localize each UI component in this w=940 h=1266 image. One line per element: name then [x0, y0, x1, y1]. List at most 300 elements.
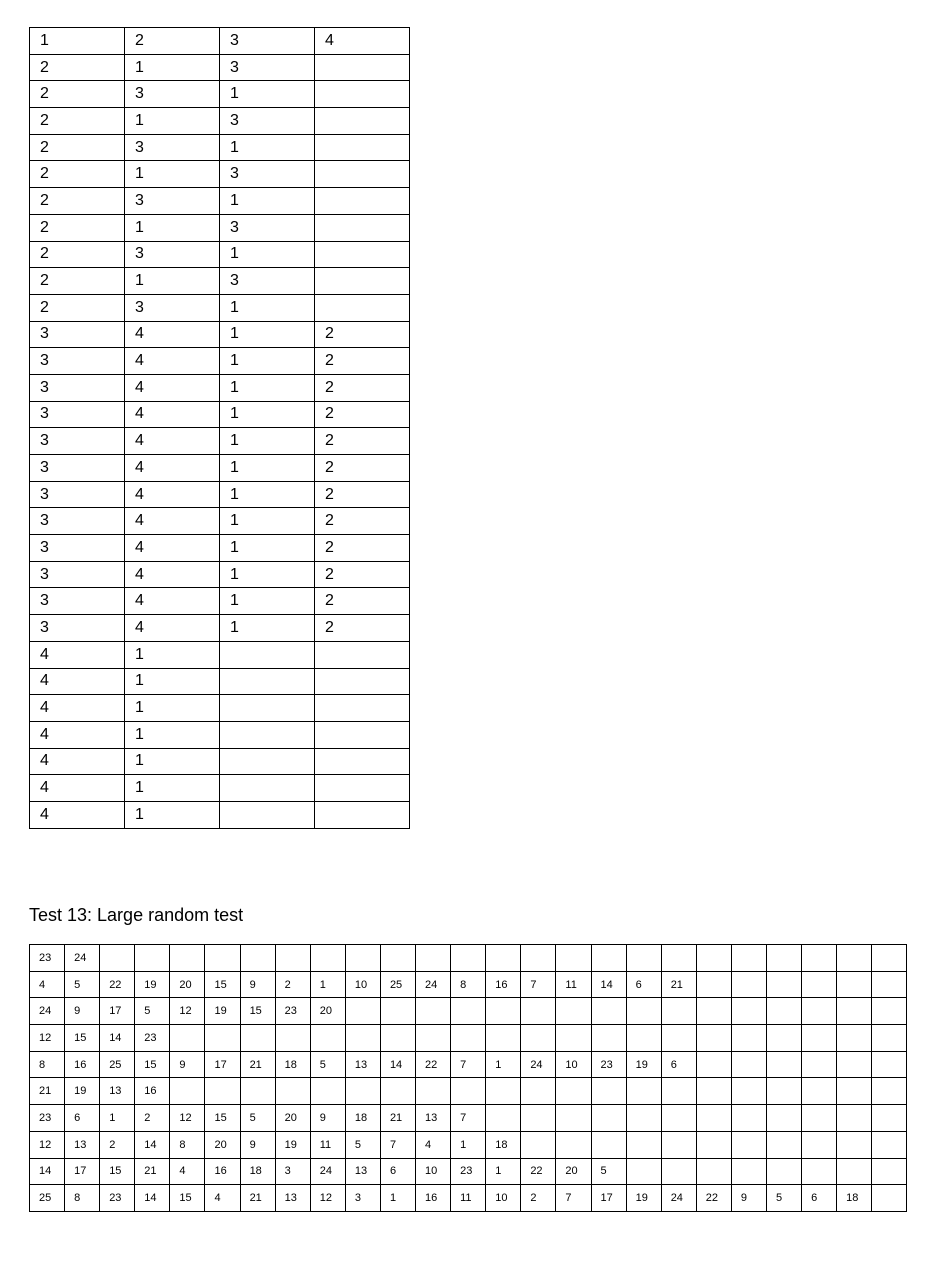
- table-cell: [661, 1078, 696, 1105]
- table-row: [30, 1105, 907, 1132]
- table-cell: 23: [275, 998, 310, 1025]
- table-cell: 15: [65, 1025, 100, 1052]
- table-cell: 2: [315, 588, 410, 615]
- table-row: [30, 294, 410, 321]
- table-cell: [315, 721, 410, 748]
- table-cell: [731, 1051, 766, 1078]
- table-cell: [315, 801, 410, 828]
- table-cell: [872, 1131, 907, 1158]
- table-cell: [626, 1158, 661, 1185]
- table-cell: 4: [30, 721, 125, 748]
- table-cell: 21: [135, 1158, 170, 1185]
- table-cell: 1: [220, 615, 315, 642]
- table-cell: [766, 998, 801, 1025]
- table-cell: 1: [125, 721, 220, 748]
- table-cell: 3: [30, 455, 125, 482]
- table-cell: 7: [521, 971, 556, 998]
- table-cell: [837, 998, 872, 1025]
- table-cell: [731, 1158, 766, 1185]
- table-cell: [802, 945, 837, 972]
- table-cell: [731, 1025, 766, 1052]
- table-cell: 8: [65, 1185, 100, 1212]
- table-row: [30, 214, 410, 241]
- table-cell: [315, 54, 410, 81]
- table-cell: 5: [65, 971, 100, 998]
- table-cell: 4: [30, 971, 65, 998]
- table-cell: [591, 945, 626, 972]
- table-cell: [315, 641, 410, 668]
- table-cell: [591, 1078, 626, 1105]
- table-cell: 19: [626, 1051, 661, 1078]
- table-cell: 22: [416, 1051, 451, 1078]
- table-cell: [731, 998, 766, 1025]
- table-cell: [380, 945, 415, 972]
- table-cell: 5: [240, 1105, 275, 1132]
- table-cell: 3: [220, 54, 315, 81]
- table-cell: [556, 1105, 591, 1132]
- table-cell: [486, 1025, 521, 1052]
- table-cell: 3: [220, 28, 315, 55]
- table-cell: [626, 1078, 661, 1105]
- table-cell: [205, 945, 240, 972]
- table-cell: 4: [170, 1158, 205, 1185]
- table-cell: [591, 1105, 626, 1132]
- table-cell: 1: [310, 971, 345, 998]
- table-cell: 13: [65, 1131, 100, 1158]
- table-cell: [521, 1078, 556, 1105]
- table-cell: 19: [205, 998, 240, 1025]
- table-cell: 2: [30, 161, 125, 188]
- table-cell: 2: [315, 561, 410, 588]
- table-cell: 17: [205, 1051, 240, 1078]
- table-cell: [696, 1051, 731, 1078]
- table-cell: [872, 1078, 907, 1105]
- table-cell: [315, 695, 410, 722]
- table-cell: [205, 1078, 240, 1105]
- table-cell: [275, 1078, 310, 1105]
- table-cell: [731, 1131, 766, 1158]
- table-cell: [802, 971, 837, 998]
- table-cell: 1: [220, 81, 315, 108]
- table-cell: 25: [30, 1185, 65, 1212]
- table-cell: 22: [100, 971, 135, 998]
- table-cell: 3: [30, 508, 125, 535]
- table-cell: [486, 1078, 521, 1105]
- table-cell: 2: [315, 321, 410, 348]
- table-cell: 4: [205, 1185, 240, 1212]
- table-row: [30, 134, 410, 161]
- table-cell: [837, 1105, 872, 1132]
- table-cell: 10: [416, 1158, 451, 1185]
- table-cell: [345, 945, 380, 972]
- table-cell: 24: [310, 1158, 345, 1185]
- table-cell: [315, 668, 410, 695]
- table-cell: [275, 945, 310, 972]
- table-cell: 13: [100, 1078, 135, 1105]
- table-cell: 14: [135, 1131, 170, 1158]
- table-cell: 20: [205, 1131, 240, 1158]
- table-cell: [696, 1131, 731, 1158]
- table-cell: 20: [310, 998, 345, 1025]
- table-cell: [802, 1158, 837, 1185]
- table-cell: 18: [837, 1185, 872, 1212]
- table-cell: [837, 971, 872, 998]
- table-cell: 15: [135, 1051, 170, 1078]
- table-cell: [872, 1185, 907, 1212]
- table-cell: 3: [125, 294, 220, 321]
- table-cell: [310, 945, 345, 972]
- table-cell: [696, 1158, 731, 1185]
- table-cell: [315, 214, 410, 241]
- table-row: [30, 81, 410, 108]
- table-cell: 1: [125, 748, 220, 775]
- table-row: [30, 401, 410, 428]
- table-cell: 12: [310, 1185, 345, 1212]
- table-cell: [731, 945, 766, 972]
- table-cell: 2: [315, 455, 410, 482]
- table-row: [30, 801, 410, 828]
- table-cell: 4: [416, 1131, 451, 1158]
- table-row: [30, 561, 410, 588]
- table-cell: 23: [451, 1158, 486, 1185]
- table-cell: [661, 1025, 696, 1052]
- table-row: [30, 695, 410, 722]
- table-cell: 1: [220, 294, 315, 321]
- table-cell: 1: [125, 641, 220, 668]
- table-cell: [220, 721, 315, 748]
- table-cell: 1: [125, 214, 220, 241]
- table-cell: 3: [125, 81, 220, 108]
- table-cell: 3: [30, 588, 125, 615]
- table-cell: 23: [591, 1051, 626, 1078]
- table-cell: 6: [661, 1051, 696, 1078]
- table-cell: 8: [30, 1051, 65, 1078]
- table-cell: 9: [65, 998, 100, 1025]
- table-row: [30, 161, 410, 188]
- table-cell: 15: [100, 1158, 135, 1185]
- table-row: [30, 1025, 907, 1052]
- table-cell: 3: [30, 535, 125, 562]
- table-row: [30, 455, 410, 482]
- table-cell: [310, 1025, 345, 1052]
- table-cell: [521, 1025, 556, 1052]
- table-cell: [380, 998, 415, 1025]
- table-cell: 1: [220, 348, 315, 375]
- table-row: [30, 268, 410, 295]
- table-cell: [802, 1051, 837, 1078]
- table-row: [30, 108, 410, 135]
- table-cell: [802, 1105, 837, 1132]
- table-cell: [556, 1078, 591, 1105]
- table-cell: [696, 945, 731, 972]
- table-cell: 23: [30, 945, 65, 972]
- table-cell: [626, 1025, 661, 1052]
- table-row: [30, 428, 410, 455]
- table-cell: [205, 1025, 240, 1052]
- table-cell: [626, 998, 661, 1025]
- table-cell: [661, 998, 696, 1025]
- table-cell: 2: [100, 1131, 135, 1158]
- table-cell: 6: [802, 1185, 837, 1212]
- table-row: [30, 588, 410, 615]
- table-cell: [591, 998, 626, 1025]
- table-cell: 1: [220, 401, 315, 428]
- table-row: [30, 1078, 907, 1105]
- table-cell: [240, 1025, 275, 1052]
- table-cell: 13: [345, 1158, 380, 1185]
- table-cell: 3: [30, 481, 125, 508]
- table-cell: 24: [661, 1185, 696, 1212]
- table-cell: [626, 1131, 661, 1158]
- table-cell: 15: [205, 971, 240, 998]
- table-cell: 4: [30, 695, 125, 722]
- table-cell: 14: [591, 971, 626, 998]
- table-row: [30, 535, 410, 562]
- table-cell: 8: [451, 971, 486, 998]
- table-cell: 4: [125, 321, 220, 348]
- table-cell: 15: [170, 1185, 205, 1212]
- table-cell: 2: [521, 1185, 556, 1212]
- table-cell: 2: [315, 481, 410, 508]
- table-cell: 19: [626, 1185, 661, 1212]
- table-cell: 1: [100, 1105, 135, 1132]
- table-cell: 2: [315, 428, 410, 455]
- table-cell: [696, 1078, 731, 1105]
- table-cell: [766, 1051, 801, 1078]
- table-cell: [416, 945, 451, 972]
- table-cell: [591, 1025, 626, 1052]
- table-cell: 1: [220, 241, 315, 268]
- table-cell: [315, 294, 410, 321]
- table-cell: 4: [30, 668, 125, 695]
- table-cell: 2: [30, 81, 125, 108]
- table-row: [30, 641, 410, 668]
- table-cell: [416, 1025, 451, 1052]
- table-cell: [766, 1158, 801, 1185]
- table-cell: 4: [125, 508, 220, 535]
- table-cell: [315, 188, 410, 215]
- table-row: [30, 971, 907, 998]
- table-cell: 1: [220, 481, 315, 508]
- table-row: [30, 945, 907, 972]
- table-cell: [315, 161, 410, 188]
- table-cell: 2: [135, 1105, 170, 1132]
- table-row: [30, 374, 410, 401]
- table-cell: 9: [731, 1185, 766, 1212]
- table-cell: 6: [380, 1158, 415, 1185]
- table-cell: 3: [220, 161, 315, 188]
- table-cell: 4: [125, 535, 220, 562]
- table-cell: 14: [380, 1051, 415, 1078]
- table-cell: 1: [220, 588, 315, 615]
- table-cell: 3: [125, 241, 220, 268]
- table-cell: 12: [30, 1131, 65, 1158]
- table-cell: [837, 1158, 872, 1185]
- table-cell: [591, 1131, 626, 1158]
- table-cell: 9: [310, 1105, 345, 1132]
- table-cell: 16: [416, 1185, 451, 1212]
- table-cell: 1: [125, 108, 220, 135]
- table-cell: [240, 945, 275, 972]
- table-cell: [872, 1025, 907, 1052]
- table-cell: 1: [220, 561, 315, 588]
- table-cell: 18: [486, 1131, 521, 1158]
- table-cell: [626, 945, 661, 972]
- table-cell: 3: [125, 188, 220, 215]
- table-cell: 1: [220, 535, 315, 562]
- table-cell: [802, 1025, 837, 1052]
- table-cell: [696, 971, 731, 998]
- table-cell: 2: [275, 971, 310, 998]
- table-cell: [345, 1025, 380, 1052]
- table-cell: 3: [345, 1185, 380, 1212]
- table-cell: 19: [275, 1131, 310, 1158]
- table-cell: 20: [170, 971, 205, 998]
- table-cell: 24: [416, 971, 451, 998]
- table-cell: 18: [345, 1105, 380, 1132]
- table-cell: [310, 1078, 345, 1105]
- table-cell: 14: [100, 1025, 135, 1052]
- table-cell: 2: [30, 134, 125, 161]
- table-cell: 7: [380, 1131, 415, 1158]
- table-cell: 12: [170, 1105, 205, 1132]
- table-cell: 1: [486, 1158, 521, 1185]
- table-cell: 17: [591, 1185, 626, 1212]
- table-cell: 1: [125, 668, 220, 695]
- table-cell: [661, 1158, 696, 1185]
- section-heading: Test 13: Large random test: [29, 905, 244, 925]
- table-cell: 2: [315, 615, 410, 642]
- table-cell: 21: [661, 971, 696, 998]
- table-cell: 15: [240, 998, 275, 1025]
- table-cell: 21: [380, 1105, 415, 1132]
- table-cell: 2: [30, 268, 125, 295]
- table-cell: 10: [345, 971, 380, 998]
- table-cell: 1: [125, 775, 220, 802]
- table-cell: 1: [30, 28, 125, 55]
- table-cell: [135, 945, 170, 972]
- table-cell: 1: [220, 455, 315, 482]
- table-cell: 5: [135, 998, 170, 1025]
- table-cell: 4: [125, 481, 220, 508]
- table-cell: 23: [30, 1105, 65, 1132]
- table-cell: [731, 1078, 766, 1105]
- table-cell: 11: [451, 1185, 486, 1212]
- table-cell: [556, 998, 591, 1025]
- table-cell: 3: [30, 561, 125, 588]
- table-cell: [837, 1078, 872, 1105]
- table-cell: 15: [205, 1105, 240, 1132]
- table-cell: 23: [135, 1025, 170, 1052]
- table-cell: [100, 945, 135, 972]
- table-cell: [220, 801, 315, 828]
- table-cell: 2: [315, 348, 410, 375]
- order-table: [29, 27, 410, 829]
- table-cell: 2: [30, 294, 125, 321]
- table-cell: 3: [30, 321, 125, 348]
- table-cell: 19: [65, 1078, 100, 1105]
- table-cell: [451, 1078, 486, 1105]
- table-cell: [837, 1051, 872, 1078]
- table-cell: [802, 998, 837, 1025]
- random-test-table: [29, 944, 907, 1212]
- table-cell: [240, 1078, 275, 1105]
- table-cell: 3: [275, 1158, 310, 1185]
- table-cell: [872, 998, 907, 1025]
- table-cell: [521, 1105, 556, 1132]
- table-cell: [872, 1158, 907, 1185]
- table-cell: [556, 1131, 591, 1158]
- table-cell: 21: [30, 1078, 65, 1105]
- table-row: [30, 508, 410, 535]
- table-cell: [837, 1025, 872, 1052]
- table-row: [30, 748, 410, 775]
- table-cell: 4: [125, 615, 220, 642]
- table-cell: 3: [220, 268, 315, 295]
- table-cell: [170, 1078, 205, 1105]
- table-cell: [315, 775, 410, 802]
- table-cell: 7: [451, 1105, 486, 1132]
- table-cell: [315, 134, 410, 161]
- table-cell: 6: [626, 971, 661, 998]
- table-cell: [872, 1105, 907, 1132]
- table-cell: 25: [100, 1051, 135, 1078]
- table-cell: 1: [220, 188, 315, 215]
- table-cell: 8: [170, 1131, 205, 1158]
- table-cell: 16: [205, 1158, 240, 1185]
- table-cell: [380, 1025, 415, 1052]
- table-cell: 4: [125, 588, 220, 615]
- table-cell: [837, 945, 872, 972]
- table-cell: [766, 1025, 801, 1052]
- table-cell: 3: [30, 348, 125, 375]
- table-row: [30, 188, 410, 215]
- table-cell: 1: [125, 801, 220, 828]
- table-cell: 11: [556, 971, 591, 998]
- table-cell: [766, 1078, 801, 1105]
- table-cell: 6: [65, 1105, 100, 1132]
- table-cell: [220, 775, 315, 802]
- table-cell: [315, 108, 410, 135]
- table-cell: 5: [766, 1185, 801, 1212]
- table-cell: 4: [125, 348, 220, 375]
- table-cell: [556, 945, 591, 972]
- table-cell: 3: [220, 108, 315, 135]
- table-row: [30, 321, 410, 348]
- table-cell: 1: [486, 1051, 521, 1078]
- table-cell: 9: [170, 1051, 205, 1078]
- table-row: [30, 54, 410, 81]
- table-cell: 12: [170, 998, 205, 1025]
- table-cell: 1: [220, 321, 315, 348]
- table-cell: 5: [345, 1131, 380, 1158]
- table-cell: [802, 1131, 837, 1158]
- table-row: [30, 1131, 907, 1158]
- table-row: [30, 1051, 907, 1078]
- table-cell: 2: [30, 214, 125, 241]
- table-cell: 21: [240, 1185, 275, 1212]
- table-cell: 9: [240, 1131, 275, 1158]
- table-cell: 2: [315, 535, 410, 562]
- table-row: [30, 348, 410, 375]
- table-cell: 1: [125, 54, 220, 81]
- table-cell: [486, 945, 521, 972]
- table-cell: [220, 641, 315, 668]
- table-cell: [731, 1105, 766, 1132]
- table-cell: [315, 268, 410, 295]
- table-cell: 1: [220, 428, 315, 455]
- table-cell: 24: [30, 998, 65, 1025]
